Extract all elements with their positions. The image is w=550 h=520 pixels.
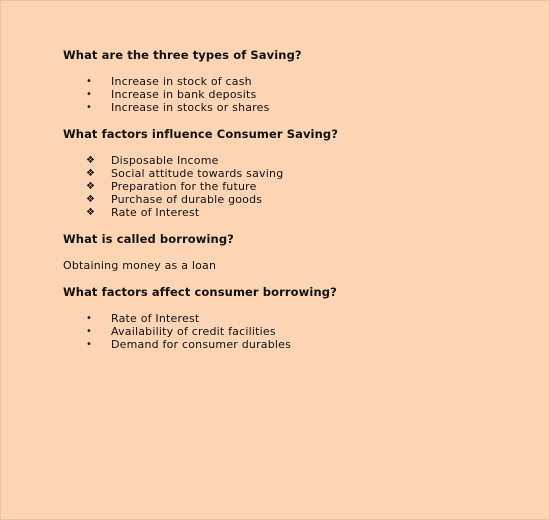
bullet-icon: • [86, 326, 93, 337]
borrowing-factors-list [63, 312, 533, 351]
list-item: • Increase in bank deposits [63, 88, 533, 101]
saving-factors-list [63, 154, 533, 219]
bullet-icon: • [86, 89, 93, 100]
diamond-bullet-icon: ❖ [86, 194, 96, 205]
list-item: ❖ Social attitude towards saving [63, 167, 533, 180]
list-item: ❖ Preparation for the future [63, 180, 533, 193]
diamond-bullet-icon: ❖ [86, 155, 96, 166]
list-item: ❖ Purchase of durable goods [63, 193, 533, 206]
question-heading-borrowing: What is called borrowing? [63, 232, 234, 246]
list-item: • Rate of Interest [63, 312, 533, 325]
bullet-icon: • [86, 339, 93, 350]
answer-borrowing: Obtaining money as a loan [63, 259, 217, 272]
question-heading-saving-factors: What factors influence Consumer Saving? [63, 127, 338, 141]
list-item: • Increase in stock of cash [63, 75, 533, 88]
diamond-bullet-icon: ❖ [86, 168, 96, 179]
list-item: ❖ Disposable Income [63, 154, 533, 167]
saving-types-list [63, 75, 533, 114]
diamond-bullet-icon: ❖ [86, 181, 96, 192]
question-heading-borrowing-factors: What factors affect consumer borrowing? [63, 285, 337, 299]
question-heading-saving-types: What are the three types of Saving? [63, 48, 302, 62]
list-item: • Increase in stocks or shares [63, 101, 533, 114]
list-item: • Availability of credit facilities [63, 325, 533, 338]
list-item: • Demand for consumer durables [63, 338, 533, 351]
bullet-icon: • [86, 102, 93, 113]
bullet-icon: • [86, 76, 93, 87]
bullet-icon: • [86, 313, 93, 324]
document-content [63, 48, 533, 364]
diamond-bullet-icon: ❖ [86, 207, 96, 218]
list-item: ❖ Rate of Interest [63, 206, 533, 219]
